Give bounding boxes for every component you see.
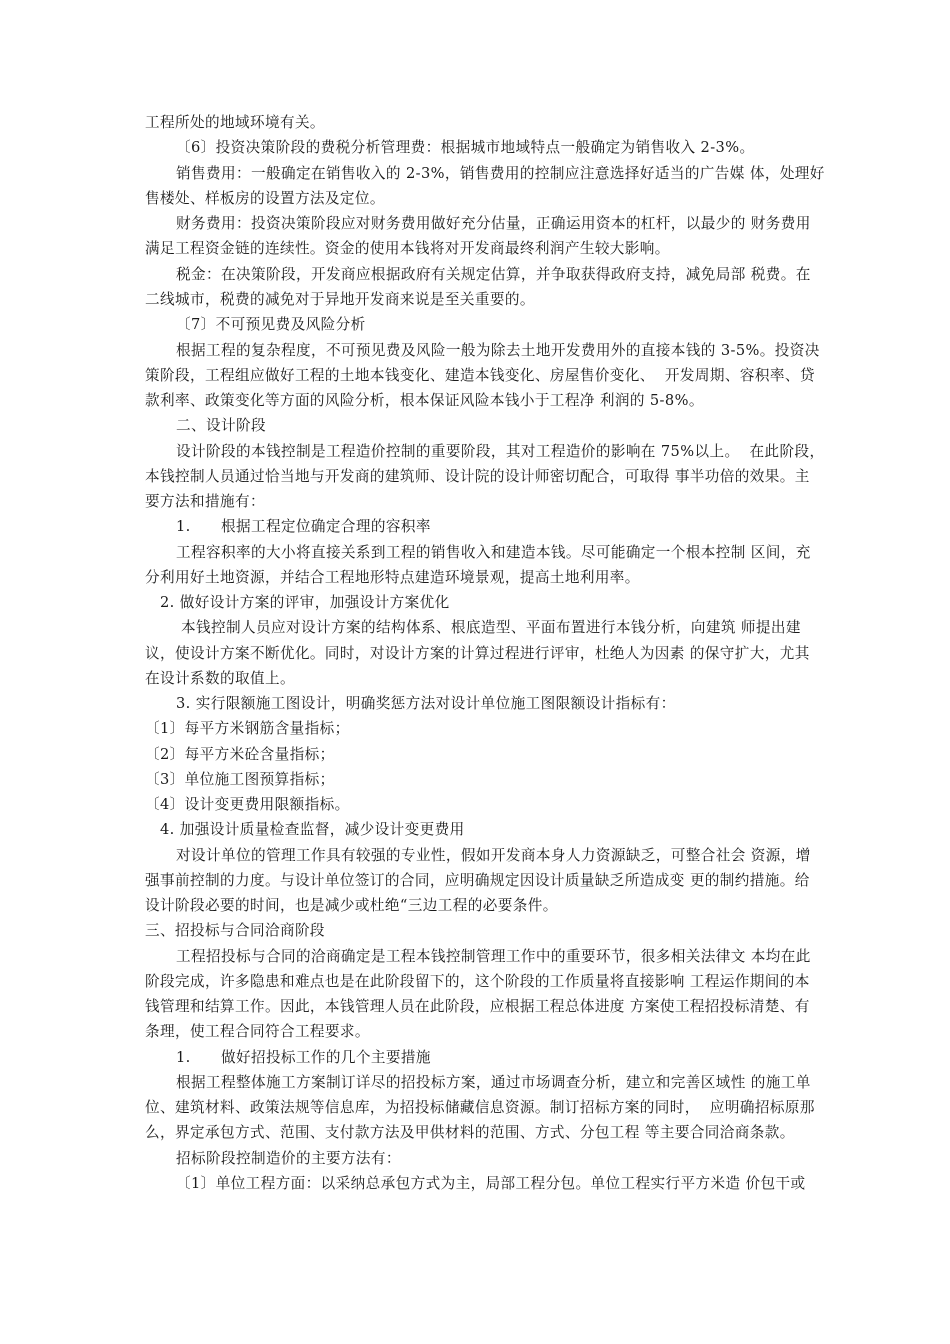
text-line: 售楼处、样板房的设置方法及定位。	[145, 190, 385, 207]
section-heading: 二、设计阶段	[176, 417, 266, 434]
text-line: 么，界定承包方式、范围、支付款方法及甲供材料的范围、方式、分包工程 等主要合同洽商条款。	[145, 1124, 795, 1141]
numbered-heading: 1. 做好招投标工作的几个主要措施	[176, 1049, 431, 1066]
text-line: 策阶段，工程组应做好工程的土地本钱变化、建造本钱变化、房屋售价变化、 开发周期、容积率、贷	[145, 367, 815, 384]
text-line: 位、建筑材料、政策法规等信息库，为招投标储藏信息资源。制订招标方案的同时， 应明确招标原那	[145, 1099, 815, 1116]
text-line: 〔6〕投资决策阶段的费税分析管理费：根据城市地域特点一般确定为销售收入 2-3%。	[176, 139, 755, 156]
text-line: 财务费用：投资决策阶段应对财务费用做好充分估量，正确运用资本的杠杆，以最少的 财务费用	[176, 215, 811, 232]
text-line: 款利率、政策变化等方面的风险分析，根本保证风险本钱小于工程净 利润的 5-8%。	[145, 392, 704, 409]
text-line: 工程所处的地域环境有关。	[145, 114, 325, 131]
text-line: 设计阶段必要的时间，也是减少或杜绝“三边工程的必要条件。	[145, 897, 558, 914]
text-line: 议，使设计方案不断优化。同时，对设计方案的计算过程进行评审，杜绝人为因素 的保守扩大，尤其	[145, 645, 810, 662]
section-heading: 三、招投标与合同洽商阶段	[145, 922, 325, 939]
list-item: 〔2〕每平方米砼含量指标；	[145, 746, 335, 763]
text-line: 要方法和措施有：	[145, 493, 265, 510]
text-line: 税金：在决策阶段，开发商应根据政府有关规定估算，并争取获得政府支持，减免局部 税费。在	[176, 266, 811, 283]
text-line: 分利用好土地资源，并结合工程地形特点建造环境景观，提高土地利用率。	[145, 569, 640, 586]
list-item: 〔4〕设计变更费用限额指标。	[145, 796, 350, 813]
text-line: 满足工程资金链的连续性。资金的使用本钱将对开发商最终利润产生较大影响。	[145, 240, 670, 257]
numbered-heading: 2. 做好设计方案的评审，加强设计方案优化	[160, 594, 450, 611]
numbered-heading: 4. 加强设计质量检查监督，减少设计变更费用	[160, 821, 465, 838]
text-line: 工程容积率的大小将直接关系到工程的销售收入和建造本钱。尽可能确定一个根本控制 区间，充	[176, 544, 811, 561]
list-item: 〔1〕每平方米钢筋含量指标；	[145, 720, 350, 737]
text-line: 招标阶段控制造价的主要方法有：	[176, 1150, 401, 1167]
text-line: 根据工程的复杂程度，不可预见费及风险一般为除去土地开发费用外的直接本钱的 3-5%。投资决	[176, 342, 820, 359]
text-line: 销售费用：一般确定在销售收入的 2-3%，销售费用的控制应注意选择好适当的广告媒 体，处理好	[176, 165, 825, 182]
text-line: 设计阶段的本钱控制是工程造价控制的重要阶段，其对工程造价的影响在 75%以上。 在此阶段，	[176, 443, 825, 460]
text-line: 在设计系数的取值上。	[145, 670, 295, 687]
text-line: 条理，使工程合同符合工程要求。	[145, 1023, 370, 1040]
text-line: 强事前控制的力度。与设计单位签订的合同，应明确规定因设计质量缺乏所造成变 更的制约措施。给	[145, 872, 810, 889]
text-line: 阶段完成，许多隐患和难点也是在此阶段留下的，这个阶段的工作质量将直接影响 工程运作期间的本	[145, 973, 810, 990]
text-line: 钱管理和结算工作。因此，本钱管理人员在此阶段，应根据工程总体进度 方案使工程招投标清楚、有	[145, 998, 810, 1015]
numbered-heading: 1. 根据工程定位确定合理的容积率	[176, 518, 431, 535]
text-line: 本钱控制人员应对设计方案的结构体系、根底造型、平面布置进行本钱分析，向建筑 师提出建	[176, 619, 801, 636]
text-line: 本钱控制人员通过恰当地与开发商的建筑师、设计院的设计师密切配合，可取得 事半功倍的效果。主	[145, 468, 810, 485]
text-line: 对设计单位的管理工作具有较强的专业性，假如开发商本身人力资源缺乏，可整合社会 资源，增	[176, 847, 811, 864]
list-item: 〔3〕单位施工图预算指标；	[145, 771, 335, 788]
text-line: 二线城市，税费的减免对于异地开发商来说是至关重要的。	[145, 291, 535, 308]
list-item: 〔1〕单位工程方面：以采纳总承包方式为主，局部工程分包。单位工程实行平方米造 价包干或	[176, 1175, 806, 1192]
text-line: 根据工程整体施工方案制订详尽的招投标方案，通过市场调查分析，建立和完善区域性 的施工单	[176, 1074, 811, 1091]
numbered-heading: 3. 实行限额施工图设计，明确奖惩方法对设计单位施工图限额设计指标有：	[176, 695, 676, 712]
text-line: 工程招投标与合同的洽商确定是工程本钱控制管理工作中的重要环节，很多相关法律文 本均在此	[176, 948, 811, 965]
section-heading: 〔7〕不可预见费及风险分析	[176, 316, 366, 333]
